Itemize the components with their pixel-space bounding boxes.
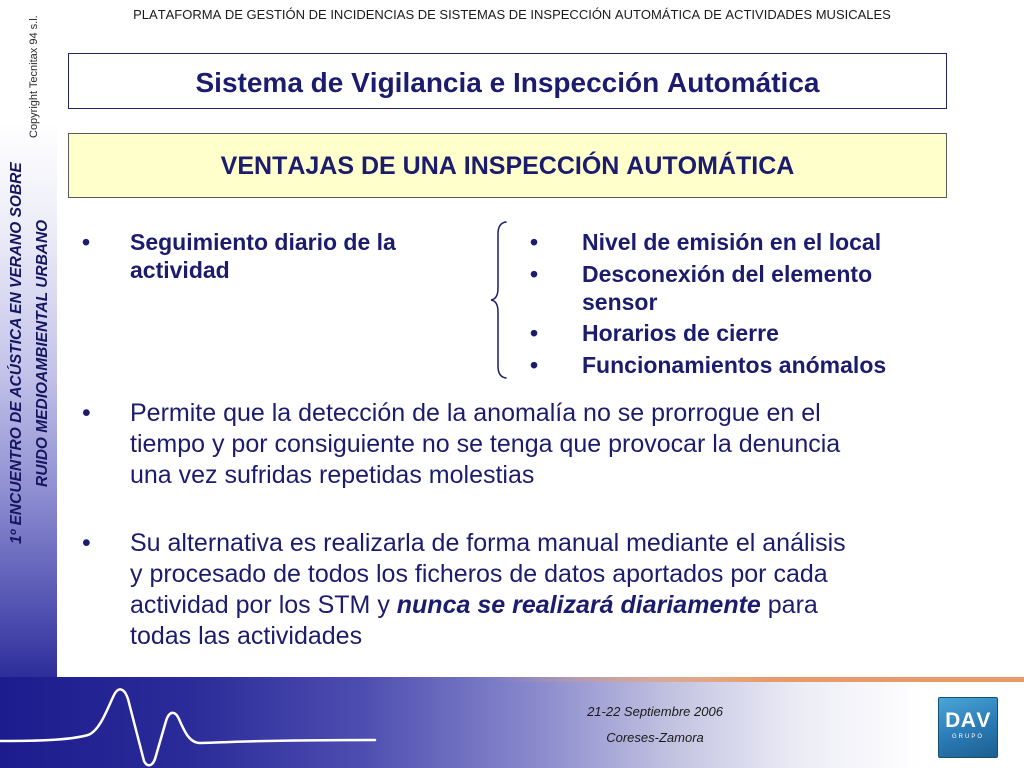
event-location: Coreses-Zamora	[606, 730, 704, 745]
bullet-glyph: •	[530, 229, 539, 255]
bullet-glyph: •	[530, 260, 539, 287]
logo-name: DAV	[945, 709, 991, 732]
list-item	[530, 260, 917, 316]
dav-logo	[938, 697, 998, 758]
list-item-text: Funcionamientos anómalos	[582, 351, 887, 378]
list-item-text: Nivel de emisión en el local	[582, 229, 882, 255]
paragraph-alternative	[130, 528, 855, 652]
list-item	[530, 351, 917, 379]
event-title-line-1: 1º ENCUENTRO DE ACÚSTICA EN VERANO SOBRE	[8, 162, 25, 544]
slide-subtitle: VENTAJAS DE UNA INSPECCIÓN AUTOMÁTICA	[220, 151, 795, 180]
list-item	[530, 228, 917, 256]
list-item-text: Desconexión del elemento sensor	[582, 260, 873, 315]
event-title-line-2: RUIDO MEDIOAMBIENTAL URBANO	[34, 219, 51, 487]
paragraph-emphasis: nunca se realizará diariamente	[396, 591, 761, 619]
title-box	[68, 53, 947, 109]
event-date: 21-22 Septiembre 2006	[587, 704, 723, 719]
left-bullet-text: Seguimiento diario de la actividad	[130, 229, 396, 283]
paragraph-text: Su alternativa es realizarla de forma manual mediante el análisis y procesado de todos los ficheros de datos aportados por cada actividad por los STM y	[130, 529, 846, 619]
waveform-icon	[0, 677, 380, 768]
platform-header: PLATAFORMA DE GESTIÓN DE INCIDENCIAS DE SISTEMAS DE INSPECCIÓN AUTOMÁTICA DE ACTIVIDADES MUSICALES	[133, 7, 891, 22]
list-item	[530, 319, 917, 347]
bullet-glyph: •	[82, 529, 91, 557]
right-bullet-list	[530, 228, 917, 382]
bullet-glyph: •	[530, 351, 539, 378]
bullet-glyph: •	[82, 399, 91, 427]
footer-band	[0, 677, 1024, 768]
subtitle-box	[68, 133, 947, 198]
paragraph-text: para todas las actividades	[130, 591, 818, 650]
bullet-glyph: •	[530, 320, 539, 346]
paragraph-detection: Permite que la detección de la anomalía no se prorrogue en el tiempo y por consiguiente no se tenga que provocar la denuncia una vez sufridas repetidas molestias	[130, 399, 841, 489]
list-item-text: Horarios de cierre	[582, 320, 779, 346]
copyright-notice: Copyright Tecnitax 94 s.l.	[28, 15, 40, 139]
sidebar-band	[0, 0, 57, 768]
slide-title: Sistema de Vigilancia e Inspección Automática	[195, 66, 820, 98]
curly-brace-icon	[485, 218, 515, 383]
bullet-glyph: •	[82, 229, 91, 255]
logo-subtitle: GRUPO	[951, 734, 984, 740]
